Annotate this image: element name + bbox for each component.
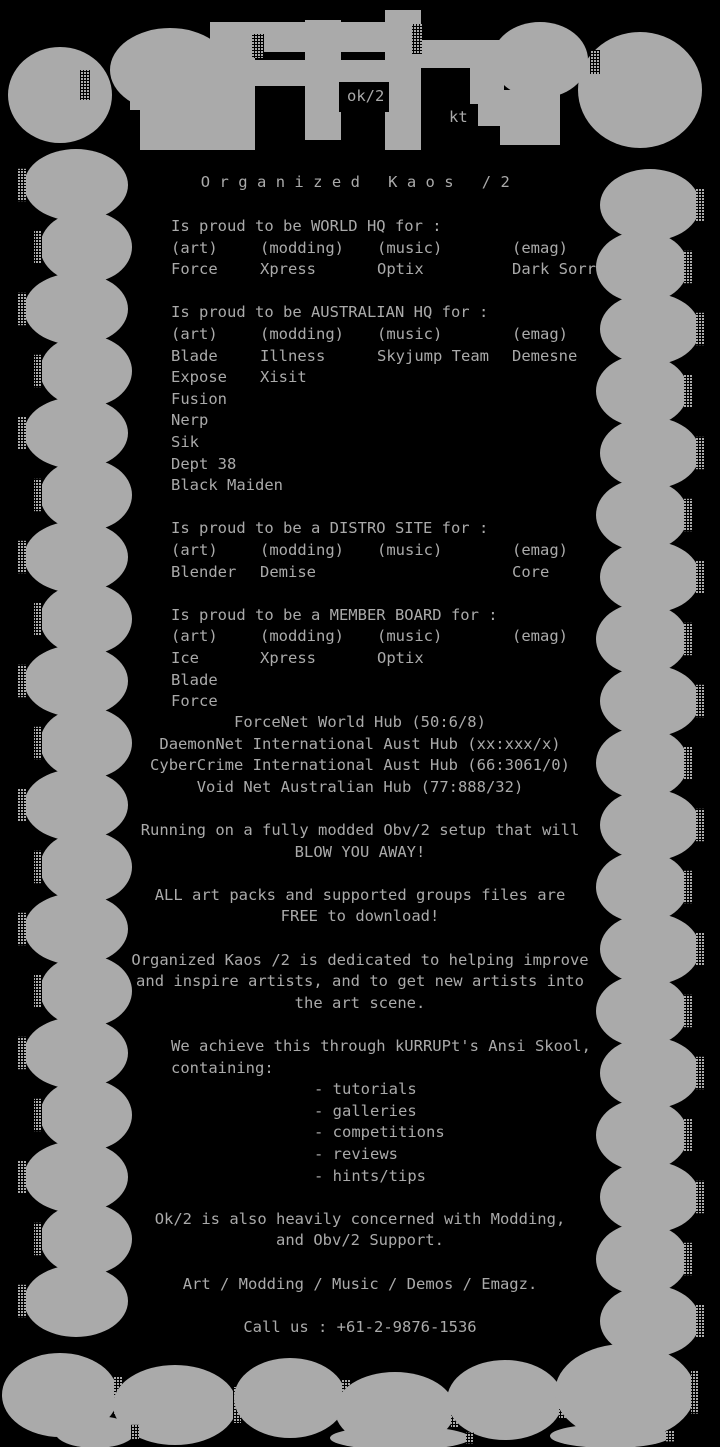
group-cell: Demise bbox=[260, 562, 316, 581]
shade-accent bbox=[696, 1057, 704, 1089]
group-cell: Nerp bbox=[171, 411, 209, 430]
group-cell: (art) bbox=[171, 541, 218, 559]
shade-accent bbox=[691, 1370, 699, 1413]
group-cell: (emag) bbox=[512, 627, 568, 646]
group-cell: Dark Sorrow bbox=[512, 260, 615, 279]
group-cell: Demesne bbox=[512, 346, 578, 365]
column-header-row bbox=[0, 540, 720, 562]
shade-accent bbox=[684, 1119, 692, 1151]
group-row bbox=[0, 454, 720, 476]
group-cell: (music) bbox=[377, 325, 443, 343]
running-line: BLOW YOU AWAY! bbox=[294, 842, 426, 861]
net-hub-line: Void Net Australian Hub (77:888/32) bbox=[196, 777, 524, 796]
group-cell: Skyjump Team bbox=[377, 346, 489, 365]
shade-accent bbox=[18, 293, 26, 325]
group-cell: Expose bbox=[171, 368, 227, 387]
section-heading: Is proud to be a DISTRO SITE for : bbox=[171, 519, 489, 538]
group-cell: Xpress bbox=[260, 260, 316, 279]
group-cell: (modding) bbox=[260, 541, 344, 559]
column-header-row bbox=[0, 324, 720, 346]
group-cell: (music) bbox=[377, 238, 443, 257]
group-cell: Blade bbox=[171, 670, 218, 689]
group-cell: (art) bbox=[171, 325, 218, 343]
chain-link bbox=[234, 1358, 346, 1438]
chain-link bbox=[550, 1424, 670, 1447]
shade-accent bbox=[696, 189, 704, 221]
group-row bbox=[0, 259, 720, 281]
bottom-chain-border bbox=[2, 1344, 699, 1447]
call-line: Call us : +61-2-9876-1536 bbox=[243, 1317, 477, 1336]
section-heading: Is proud to be a MEMBER BOARD for : bbox=[171, 605, 498, 624]
group-cell: (modding) bbox=[260, 238, 344, 257]
group-cell: (emag) bbox=[512, 238, 568, 257]
group-cell: (art) bbox=[171, 238, 218, 257]
group-row bbox=[0, 691, 720, 713]
group-cell: (modding) bbox=[260, 325, 344, 343]
skool-item: - galleries bbox=[314, 1101, 417, 1120]
group-cell: Illness bbox=[260, 346, 326, 365]
group-cell: Optix bbox=[377, 260, 424, 279]
categories-line: Art / Modding / Music / Demos / Emagz. bbox=[182, 1274, 538, 1293]
running-line: Running on a fully modded Obv/2 setup that will bbox=[140, 821, 580, 839]
skool-item: - tutorials bbox=[314, 1080, 417, 1099]
dedicated-line: Organized Kaos /2 is dedicated to helping improve bbox=[131, 950, 589, 969]
section-heading: Is proud to be AUSTRALIAN HQ for : bbox=[171, 303, 489, 322]
net-hub-line: CyberCrime International Aust Hub (66:3061/0) bbox=[150, 756, 570, 775]
modding-line: Ok/2 is also heavily concerned with Modding, bbox=[154, 1209, 566, 1228]
group-cell: (emag) bbox=[512, 325, 568, 343]
section-heading: Is proud to be WORLD HQ for : bbox=[171, 217, 442, 235]
dedicated-line: and inspire artists, and to get new artists into bbox=[136, 972, 584, 991]
shade-accent bbox=[684, 499, 692, 531]
group-cell: Black Maiden bbox=[171, 476, 283, 495]
net-hub-line: ForceNet World Hub (50:6/8) bbox=[234, 713, 486, 731]
artpacks-line: FREE to download! bbox=[280, 907, 440, 926]
shade-accent bbox=[666, 1431, 674, 1442]
group-cell: Xisit bbox=[260, 368, 307, 387]
dedicated-line: the art scene. bbox=[294, 993, 426, 1012]
group-cell: Core bbox=[512, 562, 550, 581]
chain-link bbox=[24, 1017, 128, 1089]
group-cell: Force bbox=[171, 692, 218, 711]
chain-link bbox=[447, 1360, 563, 1440]
group-cell: Ice bbox=[171, 649, 199, 667]
chain-link bbox=[40, 1079, 132, 1151]
logo-label-ok2: ok/2 bbox=[347, 87, 385, 105]
group-row bbox=[0, 432, 720, 454]
group-cell: Dept 38 bbox=[171, 454, 237, 473]
chain-link bbox=[600, 1037, 700, 1109]
skool-item: - hints/tips bbox=[314, 1166, 426, 1185]
group-row bbox=[0, 346, 720, 368]
group-row bbox=[0, 389, 720, 411]
net-hub-line: DaemonNet International Aust Hub (xx:xxx/x) bbox=[159, 734, 561, 753]
group-cell: Xpress bbox=[260, 649, 316, 667]
skool-item: - reviews bbox=[314, 1145, 398, 1163]
group-cell: (emag) bbox=[512, 541, 568, 559]
achieve-line: containing: bbox=[171, 1058, 274, 1077]
column-header-row bbox=[0, 238, 720, 260]
group-row bbox=[0, 410, 720, 432]
shade-accent bbox=[131, 1425, 139, 1439]
group-row bbox=[0, 562, 720, 584]
chain-link bbox=[596, 1099, 688, 1171]
chain-link bbox=[24, 1141, 128, 1213]
artpacks-line: ALL art packs and supported groups files are bbox=[154, 885, 566, 904]
group-cell: (music) bbox=[377, 541, 443, 559]
group-cell: Sik bbox=[171, 433, 199, 451]
group-cell: Fusion bbox=[171, 389, 227, 408]
chain-link bbox=[55, 1416, 135, 1447]
group-cell: Force bbox=[171, 260, 218, 279]
logo-label-kt: kt bbox=[449, 108, 468, 126]
ok2-logo bbox=[8, 10, 702, 150]
group-row bbox=[0, 367, 720, 389]
skool-item: - competitions bbox=[314, 1123, 445, 1142]
shade-accent bbox=[18, 1037, 26, 1069]
shade-accent bbox=[18, 1161, 26, 1193]
page-title: Organized Kaos /2 bbox=[200, 173, 520, 191]
group-row bbox=[0, 670, 720, 692]
group-cell: Blade bbox=[171, 346, 218, 365]
group-cell: Optix bbox=[377, 649, 424, 667]
shade-accent bbox=[34, 1099, 42, 1131]
group-cell: Blender bbox=[171, 562, 237, 581]
group-row bbox=[0, 648, 720, 670]
achieve-line: We achieve this through kURRUPt's Ansi Skool, bbox=[171, 1037, 591, 1055]
shade-accent bbox=[466, 1433, 474, 1444]
group-cell: (art) bbox=[171, 627, 218, 646]
column-header-row bbox=[0, 626, 720, 648]
modding-line: and Obv/2 Support. bbox=[276, 1231, 444, 1250]
group-cell: (music) bbox=[377, 627, 443, 646]
group-cell: (modding) bbox=[260, 627, 344, 646]
group-row bbox=[0, 475, 720, 497]
